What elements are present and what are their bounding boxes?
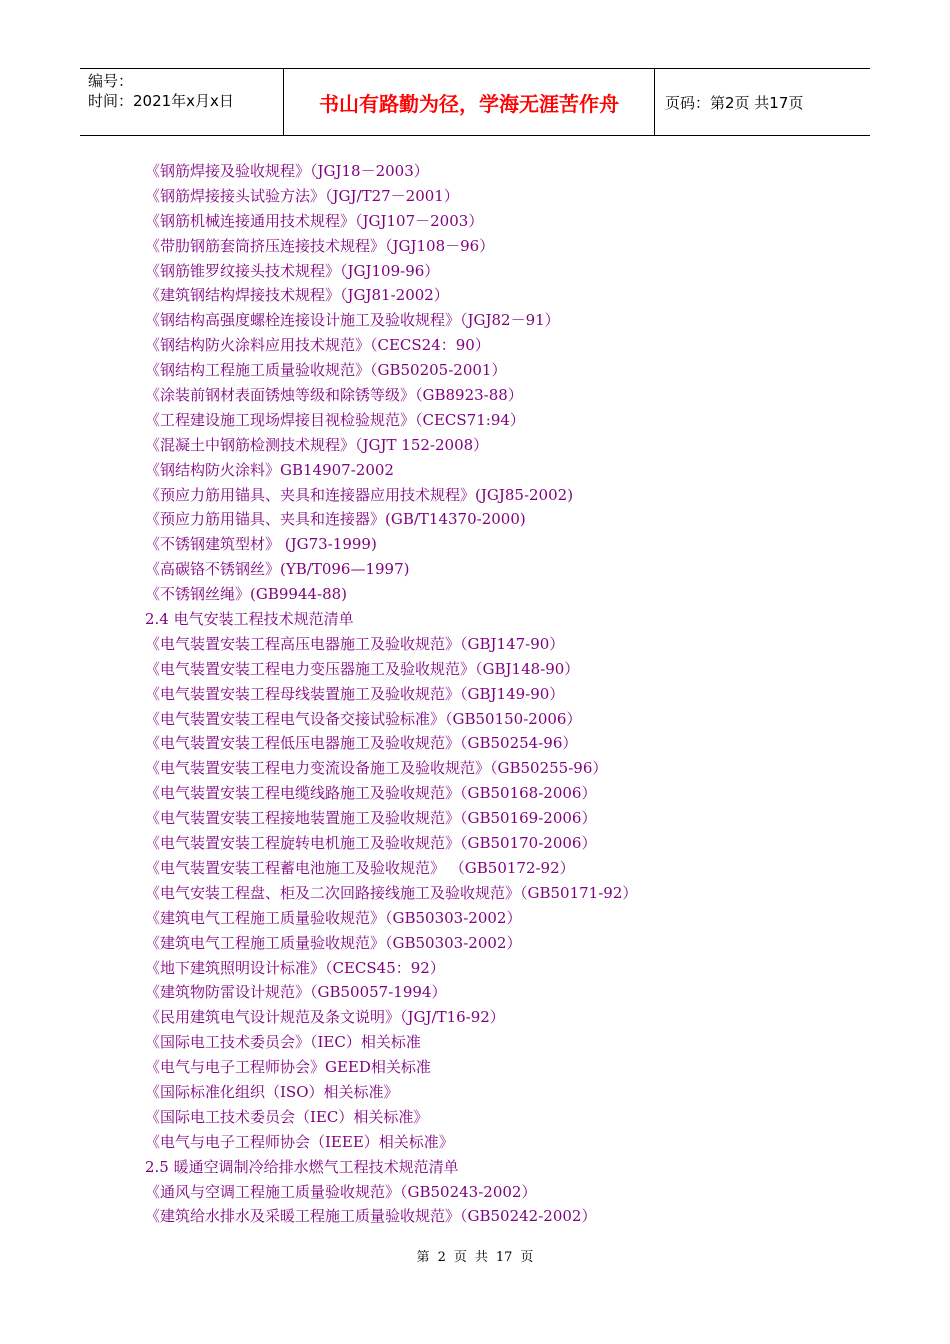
list-item: 《电气装置安装工程旋转电机施工及验收规范》（GB50170-2006） xyxy=(145,834,597,853)
list-item: 《民用建筑电气设计规范及条文说明》（JGJ/T16-92） xyxy=(145,1008,505,1027)
page-footer xyxy=(0,1246,950,1265)
list-item: 《电气装置安装工程电缆线路施工及验收规范》（GB50168-2006） xyxy=(145,784,597,803)
list-item: 《涂装前钢材表面锈烛等级和除锈等级》（GB8923-88） xyxy=(145,386,523,405)
list-item: 《钢结构高强度螺栓连接设计施工及验收规程》（JGJ82－91） xyxy=(145,311,560,330)
list-item: 《通风与空调工程施工质量验收规范》（GB50243-2002） xyxy=(145,1182,537,1201)
list-item: 《地下建筑照明设计标准》（CECS45：92） xyxy=(145,958,445,977)
list-item: 《电气装置安装工程母线装置施工及验收规范》（GBJ149-90） xyxy=(145,684,565,703)
footer-page-number: 2 xyxy=(437,1250,446,1265)
list-item: 《电气装置安装工程高压电器施工及验收规范》（GBJ147-90） xyxy=(145,634,565,653)
list-item: 《钢筋焊接及验收规程》（JGJ18－2003） xyxy=(145,162,429,180)
number-label: 编号： xyxy=(88,72,134,90)
motto: 书山有路勤为径，学海无涯苦作舟 xyxy=(283,69,655,135)
list-item: 《不锈钢建筑型材》 (JG73-1999) xyxy=(145,535,377,554)
list-item: 《建筑给水排水及采暖工程施工质量验收规范》（GB50242-2002） xyxy=(145,1207,597,1226)
list-item: 《电气与电子工程师协会》GEED相关标准 xyxy=(145,1058,431,1077)
list-item: 《钢筋机械连接通用技术规程》（JGJ107－2003） xyxy=(145,211,484,230)
list-item: 《预应力筋用锚具、夹具和连接器应用技术规程》(JGJ85-2002) xyxy=(145,485,574,504)
list-item: 《电气装置安装工程电气设备交接试验标准》（GB50150-2006） xyxy=(145,709,582,728)
list-item: 《钢结构防火涂料》GB14907-2002 xyxy=(145,460,394,479)
list-item: 《电气装置安装工程电力变压器施工及验收规范》（GBJ148-90） xyxy=(145,659,580,678)
footer-ye-2: 页 xyxy=(520,1250,534,1265)
footer-total-pages: 17 xyxy=(495,1250,513,1265)
standards-list xyxy=(145,159,865,1229)
footer-ye: 页 xyxy=(453,1250,467,1265)
section-heading: 2.4 电气安装工程技术规范清单 xyxy=(145,610,354,629)
list-item: 《建筑钢结构焊接技术规程》（JGJ81-2002） xyxy=(145,286,449,305)
list-item: 《电气装置安装工程低压电器施工及验收规范》（GB50254-96） xyxy=(145,734,578,753)
list-item: 《电气装置安装工程电力变流设备施工及验收规范》（GB50255-96） xyxy=(145,759,608,778)
footer-di: 第 xyxy=(416,1250,430,1265)
list-item: 《电气安装工程盘、柜及二次回路接线施工及验收规范》（GB50171-92） xyxy=(145,883,638,902)
list-item: 《带肋钢筋套筒挤压连接技术规程》（JGJ108－96） xyxy=(145,236,495,255)
list-item: 《建筑电气工程施工质量验收规范》（GB50303-2002） xyxy=(145,908,522,927)
list-item: 《混凝土中钢筋检测技术规程》（JGJT 152-2008） xyxy=(145,435,489,454)
list-item: 《不锈钢丝绳》(GB9944-88) xyxy=(145,585,348,604)
section-heading: 2.5 暖通空调制冷给排水燃气工程技术规范清单 xyxy=(145,1157,459,1176)
page-header xyxy=(80,68,870,136)
page-info: 页码：第2页 共17页 xyxy=(665,93,804,112)
list-item: 《电气装置安装工程蓄电池施工及验收规范》 （GB50172-92） xyxy=(145,858,575,877)
list-item: 《建筑电气工程施工质量验收规范》（GB50303-2002） xyxy=(145,933,522,952)
list-item: 《电气装置安装工程接地装置施工及验收规范》（GB50169-2006） xyxy=(145,809,597,828)
list-item: 《建筑物防雷设计规范》（GB50057-1994） xyxy=(145,983,447,1002)
list-item: 《国际标准化组织（ISO）相关标准》 xyxy=(145,1082,399,1101)
list-item: 《钢结构防火涂料应用技术规范》（CECS24：90） xyxy=(145,336,490,355)
date-label: 时间：2021年x月x日 xyxy=(88,92,234,110)
list-item: 《电气与电子工程师协会（IEEE）相关标准》 xyxy=(145,1132,454,1151)
list-item: 《钢筋焊接接头试验方法》（JGJ/T27－2001） xyxy=(145,186,459,205)
list-item: 《钢结构工程施工质量验收规范》（GB50205-2001） xyxy=(145,361,507,380)
list-item: 《国际电工技术委员会》（IEC）相关标准 xyxy=(145,1033,421,1052)
list-item: 《钢筋锥罗纹接头技术规程》（JGJ109-96） xyxy=(145,261,440,280)
list-item: 《国际电工技术委员会（IEC）相关标准》 xyxy=(145,1107,429,1126)
list-item: 《工程建设施工现场焊接目视检验规范》（CECS71:94） xyxy=(145,410,525,429)
list-item: 《预应力筋用锚具、夹具和连接器》(GB/T14370-2000) xyxy=(145,510,526,529)
header-left-cell xyxy=(80,69,283,135)
footer-gong: 共 xyxy=(474,1250,488,1265)
list-item: 《高碳铬不锈钢丝》(YB/T096—1997) xyxy=(145,560,410,579)
